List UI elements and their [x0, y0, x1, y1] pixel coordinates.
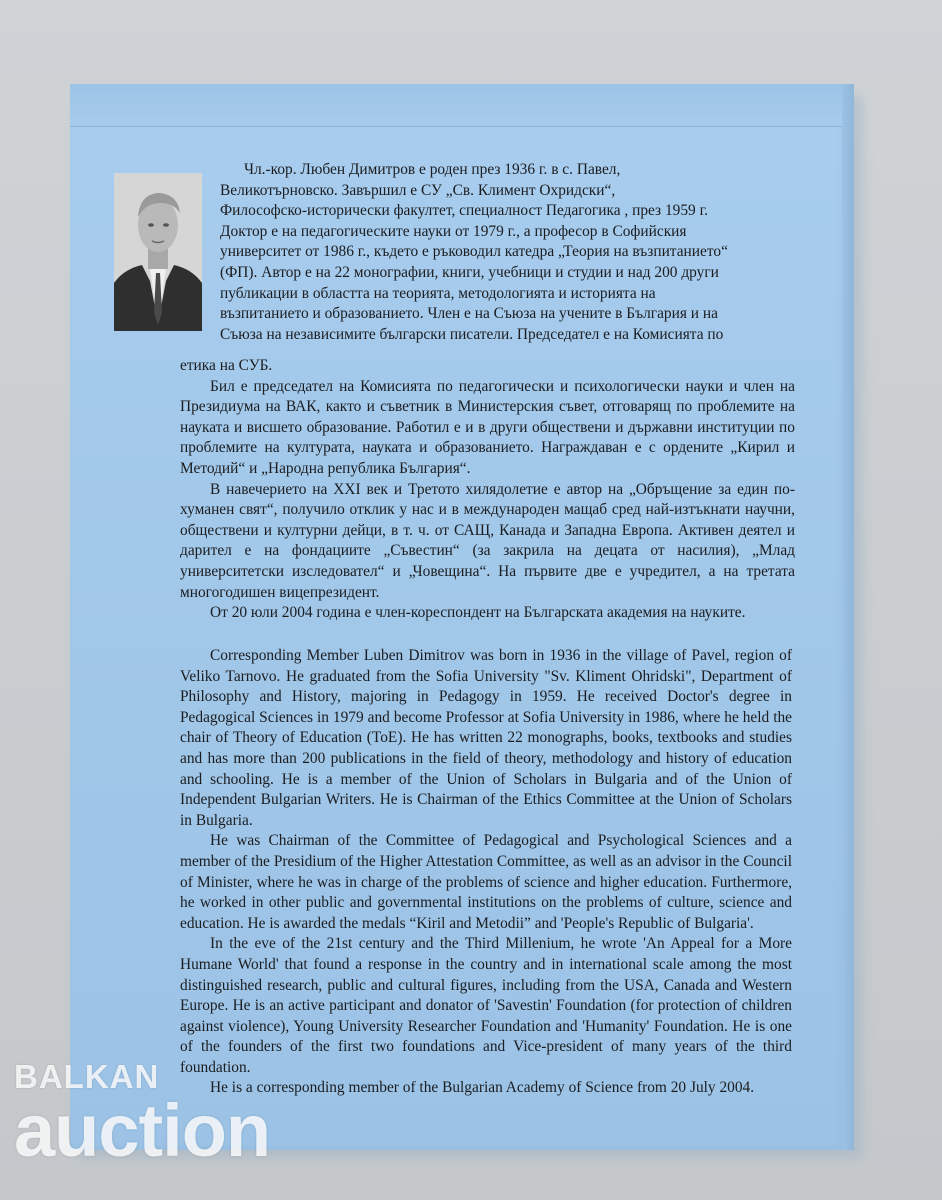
bg-paragraph-4: От 20 юли 2004 година е член-кореспондент на Българската академия на науките.	[210, 604, 746, 622]
bg-line-2: Великотърновско. Завършил е СУ „Св. Климент Охридски“,	[220, 181, 616, 199]
bg-line-7: публикации в областта на теорията, методологията и историята на	[220, 284, 656, 302]
en-paragraph-1: Corresponding Member Luben Dimitrov was born in 1936 in the village of Pavel, region of Veliko Tarnovo. He graduated from the Sofia University "Sv. Kliment Ohridski", Department of Philosophy and History, majoring in Pedagogy in 1959. He received Doctor's degree in Pedagogical Sciences in 1979 and become Professor at Sofia University in 1986, where he held the chair of Theory of Education (ToE). He has written 22 monographs, books, textbooks and studies and has more than 200 publications in the field of theory, methodology and history of education and schooling. He is a member of the Union of Scholars in Bulgaria and of the Union of Independent Bulgarian Writers. He is Chairman of the Ethics Committee at the Union of Scholars in Bulgaria.	[180, 647, 792, 829]
bg-paragraph-2: Бил е председател на Комисията по педагогически и психологически науки и член на Президиума на ВАК, както и съветник в Министерския съвет, отговарящ по проблемите на науката и висшето образование. Работил е и в други обществени и държавни институции по проблемите на културата, науката и образованието. Награждаван е с ордените „Кирил и Методий“ и „Народна република България“.	[180, 377, 795, 477]
watermark-top-text: BALKAN	[14, 1058, 160, 1095]
bg-line-1: Чл.-кор. Любен Димитров е роден през 1936 г. в с. Павел,	[244, 161, 621, 178]
en-paragraph-4: He is a corresponding member of the Bulgarian Academy of Science from 20 July 2004.	[210, 1079, 755, 1097]
watermark-bottom-text: auction	[14, 1089, 271, 1172]
bg-line-5: университет от 1986 г., където е ръководил катедра „Теория на възпитанието“	[220, 243, 728, 261]
en-paragraph-3: In the eve of the 21st century and the Third Millenium, he wrote 'An Appeal for a More Humane World' that found a response in the country and in international scale among the most distinguished research, public and cultural figures, including from the USA, Canada and Western Europe. He is an active participant and donator of 'Savestin' Foundation (for protection of children against violence), Young University Researcher Foundation and 'Humanity' Foundation. He is one of the founders of the first two foundations and Vice-president of many years of the third foundation.	[180, 935, 792, 1076]
bg-paragraph-3: В навечерието на XXI век и Третото хилядолетие е автор на „Обръщение за един по-хуманен свят“, получило отклик у нас и в международен мащаб сред най-изтъкнати научни, обществени и културни дейци, в т. ч. от САЩ, Канада и Западна Европа. Активен деятел и дарител е на фондациите „Съвестин“ (за закрила на децата от насилия), „Млад университетски изследовател“ и „Човещина“. На първите две е учредител, а на третата многогодишен вицепрезидент.	[180, 480, 795, 601]
english-body	[180, 646, 792, 1099]
book-top-edge	[70, 84, 850, 127]
author-portrait	[114, 173, 202, 331]
book-right-edge	[842, 84, 854, 1150]
bulgarian-body	[180, 356, 795, 624]
bg-intro-tail: етика на СУБ.	[180, 357, 273, 374]
bulgarian-intro	[220, 160, 795, 345]
bg-line-3: Философско-исторически факултет, специалност Педагогика , през 1959 г.	[220, 202, 709, 220]
bg-line-8: възпитанието и образованието. Член е на Съюза на учените в България и на	[220, 305, 718, 323]
bg-line-6: (ФП). Автор е на 22 монографии, книги, учебници и студии и над 200 други	[220, 263, 719, 281]
site-watermark	[14, 1058, 271, 1172]
en-paragraph-2: He was Chairman of the Committee of Pedagogical and Psychological Sciences and a member of the Presidium of the Higher Attestation Committee, as well as an advisor in the Council of Minister, where he was in charge of the problems of science and higher education. Furthermore, he worked in other public and governmental institutions on the problems of culture, science and education. He is awarded the medals “Kiril and Metodii” and 'People's Republic of Bulgaria'.	[180, 832, 792, 932]
bg-line-4: Доктор е на педагогическите науки от 1979 г., а професор в Софийския	[220, 222, 687, 240]
bg-line-9: Съюза на независимите български писатели. Председател е на Комисията по	[220, 325, 724, 343]
portrait-photo-icon	[114, 173, 202, 331]
